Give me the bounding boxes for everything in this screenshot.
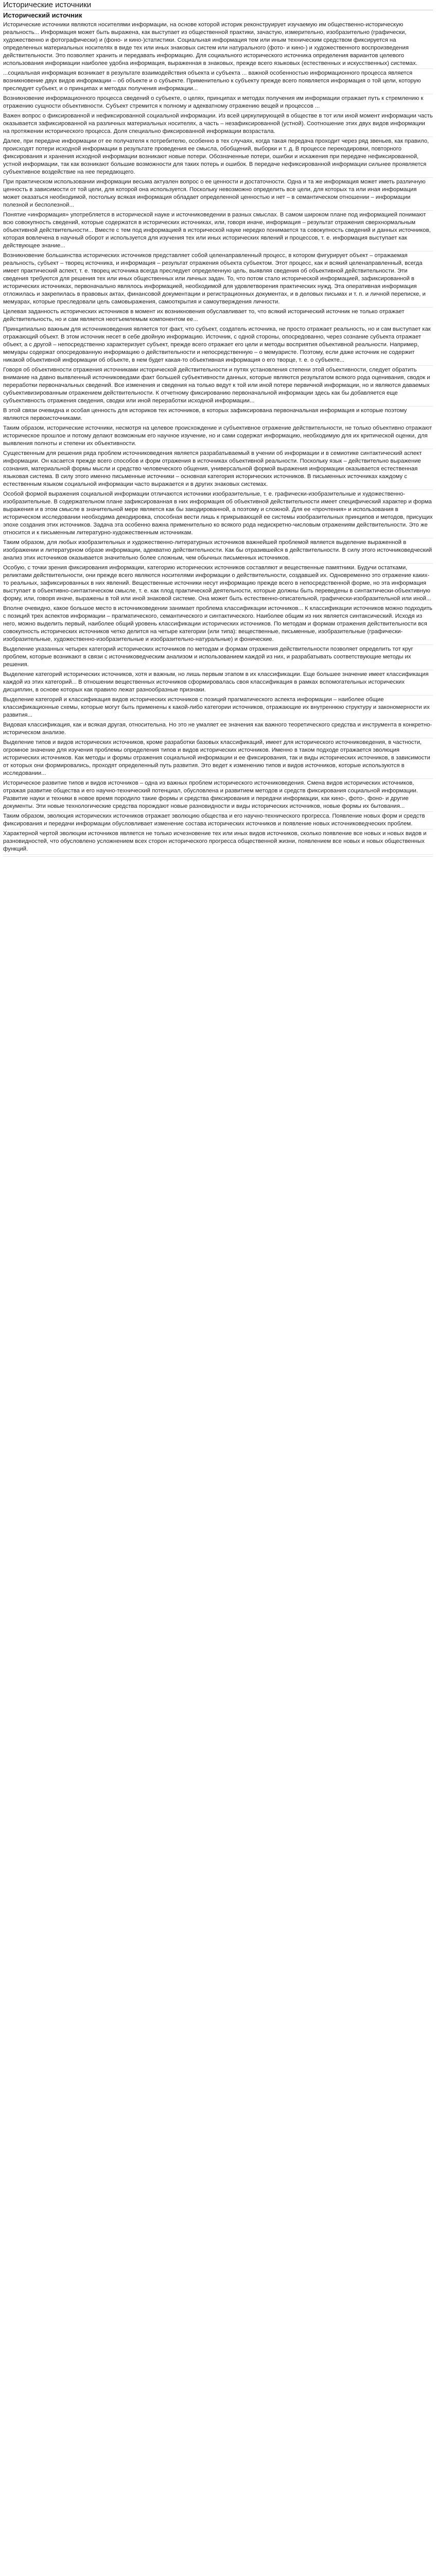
article-paragraph: Возникновение информационного процесса сведений о субъекте, о целях, принципах и методах получения им информации отражает путь к стремлению к отражению сущности объективности. Субъект стремится к полному и адекватному отражению вещей и процессов ...: [3, 94, 433, 112]
article-paragraph: Вполне очевидно, какое большое место в источниковедении занимает проблема классификации источников... К классификации источников можно подходить с позиций трех аспектов информации – прагматического, семантического и синтактического. Наиболее общим из них является синтаксический. Исходя из него, можно выделить первый, наиболее общий уровень классификации исторических источников. По методам и формам отражения действительности вся совокупность исторических источников четко делится на четыре категории (или типа): вещественные, письменные, изобразительные (графически-изобразительные, художественно-изобразительные и изобразительно-натуральные) и фонические.: [3, 604, 433, 645]
article-paragraph: Выделение типов и видов исторических источников, кроме разработки базовых классификаций, имеет для исторического источниковедения, в частности, огромное значение для изучения проблемы определения типов и видов исторических источников. Именно в таком подходе отражается эволюция исторических источников. Как методы и формы отражения социальной информации и ее фиксирования, так и виды исторических источников, в зависимости от которых они формировались, проходят определенный путь развития. Это ведет к изменению типов и видов источников, которые используются в исследовании...: [3, 738, 433, 779]
article-paragraph: В этой связи очевидна и особая ценность для историков тех источников, в которых зафиксирована первоначальная информация и которые поэтому являются первоисточниками.: [3, 406, 433, 424]
article-paragraph: Говоря об объективности отражения источниками исторической действительности и путях установления степени этой объективности, следует обратить внимание на давно выявленный источниковедами факт большей субъективности данных, которые являются результатом всякого рода оценивания, сводок и переработки первоначальных сведений. Все изменения и сведения на только ведут к той или иной потере первичной информации, но и являются даваемых субъективизированным отражением действительности. К отчетному фиксированию первоначальной информации здесь как бы добавляется еще субъективность отражения сведения, сводки или иной переработки исходной информации...: [3, 366, 433, 406]
article-paragraph: Существенным для решения ряда проблем источниковедения является разрабатываемый в учении об информации и в семиотике синтактический аспект информации. Он касается прежде всего способов и форм отражения в источниках объективной реальности. Поскольку язык – действительно выражение сознания, материальной формы мысли и средство человеческого общения, универсальной формой выражения информации оказывается естественная языковая система. В силу этого именно письменные источники – основная категория исторических источников. В письменных источниках каждому с естественным языком социальной информации часто выражается и в других знаковых системах.: [3, 449, 433, 490]
article-paragraph: Особую, с точки зрения фиксирования информации, категорию исторических источников составляют и вещественные памятники. Будучи остатками, реликтами действительности, они прежде всего являются носителями информации о действительности, создавшей их. Одновременно это отражение каких-то реальных, зафиксированных в них явлений. Вещественные источники несут информацию прежде всего в непосредственной форме, но эта информация выступает в объективно-синтактическом смысле, т. е. как плод практической деятельности, которые должны быть переведены в синтактически-объективную форму, или, говоря иначе, выражены в той или иной знаковой системе. Она может быть естественно-описательной, графически-изобразительной или иной...: [3, 564, 433, 604]
article-paragraph: Выделение указанных четырех категорий исторических источников по методам и формам отражения действительности позволяет определить тот круг проблем, которые возникают в связи с источниковедческим анализом и использованием каждой из них, и разрабатывать соответствующие методы их решения.: [3, 645, 433, 670]
article-paragraph: Особой формой выражения социальной информации отличаются источники изобразительные, т. е. графически-изобразительные и художественно-изобразительные. В содержательном плане зафиксированная в них информация об объективной действительности имеет специфический характер и форма выражения и в этом смысле в значительной мере является как бы закодированной, а поэтому и сложной. Для ее «прочтения» и использования в историческом исследовании необходима декодировка, способная вести лишь к прикрывающей ее системы изобразительных принципов и методов, присущих эпохе создания этих источников. Задача эта особенно важна применительно ко всякого рода недискретно-числовым отражениям действительности. Это же относится и к письменным литературно-художественным источникам.: [3, 490, 433, 538]
article-paragraph: Важен вопрос о фиксированной и нефиксированной социальной информации. Из всей циркулирующей в обществе в тот или иной момент информации часть оказывается зафиксированной на различных материальных носителях, а часть – незафиксированной (устной). Соотношение этих двух видов информации на протяжении исторического процесса. Доля специально фиксированной информации возрастала.: [3, 112, 433, 137]
article-paragraph: Далее, при передаче информации от ее получателя к потребителю, особенно в тех случаях, когда такая передача проходит через ряд звеньев, как правило, происходят потери исходной информации в результате проведения ее смысла, обобщений, выборки и т. д. В процессе перекодировки, повторного фиксирования и хранения исходной информации возникают новые потери. Обозначенные потери, ошибки и искажения при передаче нефиксированной, устной информации, так как возникают большие возможности для таких потерь и ошибок. В передаче нефиксированной информации сильнее проявляется субъективное воздействие на нее передающего.: [3, 137, 433, 178]
article-paragraph: Исторические источники являются носителями информации, на основе которой историк реконструирует изучаемую им общественно-историческую реальность... Информация может быть выражена, как выступает из общественной практики, зачастую, измерительно, изобразительно (графически, художественно и фотографически) и (фоно- и кино-)статистики. Социальная информация тем или иным техническим средством фиксируется на определенных материальных носителях в виде тех или иных знаковых систем или натурального (фото- и кино-) и художественного воспроизведения действительности. Это позволяет хранить и передавать информацию. Для социального исторического источника определения вариантов целевого использования информации наиболее удобна информация, выраженная в знаковых, прежде всего языковых (естественных и искусственных) системах.: [3, 21, 433, 69]
article-body: [3, 21, 433, 857]
article-paragraph: При практическом использовании информации весьма актуален вопрос о ее ценности и достаточности. Одна и та же информация может иметь различную ценность в зависимости от той цели, для которой она используется. Поскольку невозможно определить все цели, для которых та или иная информация может оказаться необходимой, постольку всякая информация обладает определенной ценностью и нет – в семантическом отношении – информации полезной и бесполезной...: [3, 178, 433, 211]
article-paragraph: Выделение категорий исторических источников, хотя и важным, но лишь первым этапом в их классификации. Еще большее значение имеет классификация каждой из этих категорий... В отношении вещественных источников сформировалась своя классификация в рамках вспомогательных исторических дисциплин, в основе которых как правило лежат разнообразные признаки.: [3, 670, 433, 696]
article-paragraph: Характерной чертой эволюции источников является не только исчезновение тех или иных видов источников, сколько появление все новых и новых видов и разновидностей, что обусловлено усложнением всех сторон исторического прогресса общественной жизни, появлением все новых и новых общественных функций.: [3, 829, 433, 855]
article-paragraph: Выделение категорий и классификация видов исторических источников с позиций прагматического аспекта информации – наиболее общие классификационные схемы, которые могут быть применены к какой-либо категории источников, отражающие их внутреннюю структуру и закономерности их развития...: [3, 696, 433, 721]
article-paragraph: Таким образом, эволюция исторических источников отражает эволюцию общества и его научно-технического прогресса. Появление новых форм и средств фиксирования и передачи информации обусловливает изменение состава исторических источников и появление новых источниковедческих проблем.: [3, 812, 433, 829]
article-paragraph: Историческое развитие типов и видов источников – одна из важных проблем исторического источниковедения. Смена видов исторических источников, отражая развитие общества и его научно-технический потенциал, обусловлена и развитием методов и средств фиксирования социальной информации. Развитие науки и техники в новое время породило такие формы и средства фиксирования и передачи информации, как кино-, фото-, фоно- и другие документы. Эти новые технологические средства порождают новые разновидности и виды исторических источников, новые формы их бытования...: [3, 779, 433, 812]
article-paragraph: Таким образом, исторические источники, несмотря на целевое происхождение и субъективное отражение действительности, не только объективно отражают историческое прошлое и потому делают возможным его научное изучение, но и сами содержат информацию, необходимую для их критической оценки, для выявления полноты и степени их объективности.: [3, 424, 433, 449]
article-title: Исторический источник: [3, 11, 82, 19]
article-paragraph: ...социальная информация возникает в результате взаимодействия объекта и субъекта ... важной особенностью информационного процесса является возникновение двух видов информации – об объекте и о субъекте. Применительно к субъекту прежде всего появляется информация о той цели, которую преследует субъект, и о принципах и методах получения информации...: [3, 69, 433, 94]
article-paragraph: [3, 855, 433, 857]
site-title: Исторические источники: [3, 0, 433, 10]
article-paragraph: Возникновение большинства исторических источников представляет собой целенаправленный процесс, в котором фигурирует объект – отражаемая реальность, субъект – творец источника, и информация – результат отражения объекта субъектом. Этот процесс, как и всякий целенаправленный, всегда имеет практический аспект, т. е. творец источника всегда преследует определенную цель, выявляя сведения об объективной действительности. Эти сведения требуются для решения тех или иных общественных или личных задач. То, что потом стало исторической информацией, зафиксированной в исторических источниках, первоначально являлось информацией, необходимой для удовлетворения практических нужд. Эта оперативная информация отложилась и закрепилась в правовых актах, финансовой документации и регистрационных документах, и в деловых письмах и т. п. и личной переписке, и мемуарах, которые преследовали цель самовыражения, самооткрытия и самоутверждения личности.: [3, 251, 433, 308]
article-paragraph: Принципиально важным для источниковедения является тот факт, что субъект, создатель источника, не просто отражает реальность, но и сам выступает как отражающий объект. В этом источник несет в себе двойную информацию. Источник, с одной стороны, опосредованно, через сознание субъекта отражает объект, а с другой – непосредственно характеризует субъект, прежде всего отражает его цели и методы восприятия объективной реальности. Например, мемуары содержат опосредованную информацию о действительности и непосредственную – о мемуаристе. Поэтому, если даже источник не содержит никакой объективной информации об объекте, в нем будет какая-то объективная информация о его творце, т. е. о субъекте...: [3, 325, 433, 366]
article-paragraph: Целевая заданность исторических источников в момент их возникновения обуславливает то, что всякий исторический источник не только отражает действительность, но и сам является неотъемлемым компонентом ее...: [3, 308, 433, 325]
article-paragraph: Таким образом, для любых изобразительных и художественно-литературных источников важнейшей проблемой является выделение выраженной в изображении и литературном образе информации, адекватно действительности. Как бы отразившейся в действительности. В силу этого источниковедческий анализ этих источников оказывается значительно более сложным, чем обычных письменных источников.: [3, 538, 433, 564]
article-paragraph: Понятие «информация» употребляется в исторической науке и источниковедении в разных смыслах. В самом широком плане под информацией понимают всю совокупность сведений, которые содержатся в исторических источниках, или, говоря иначе, информация – результат отражения сверхнормальным объективной действительности... Вместе с тем под информацией в исторической науке нередко понимается та совокупность сведений и данных источников, которая вовлечена в научный оборот и используется для изучения тех или иных исторических явлений и процессов, т. е. информация выступает как действующее знание...: [3, 211, 433, 251]
article-paragraph: Видовая классификация, как и всякая другая, относительна. Но это не умаляет ее значения как важного теоретического средства и инструмента в конкретно-историческом анализе.: [3, 721, 433, 738]
